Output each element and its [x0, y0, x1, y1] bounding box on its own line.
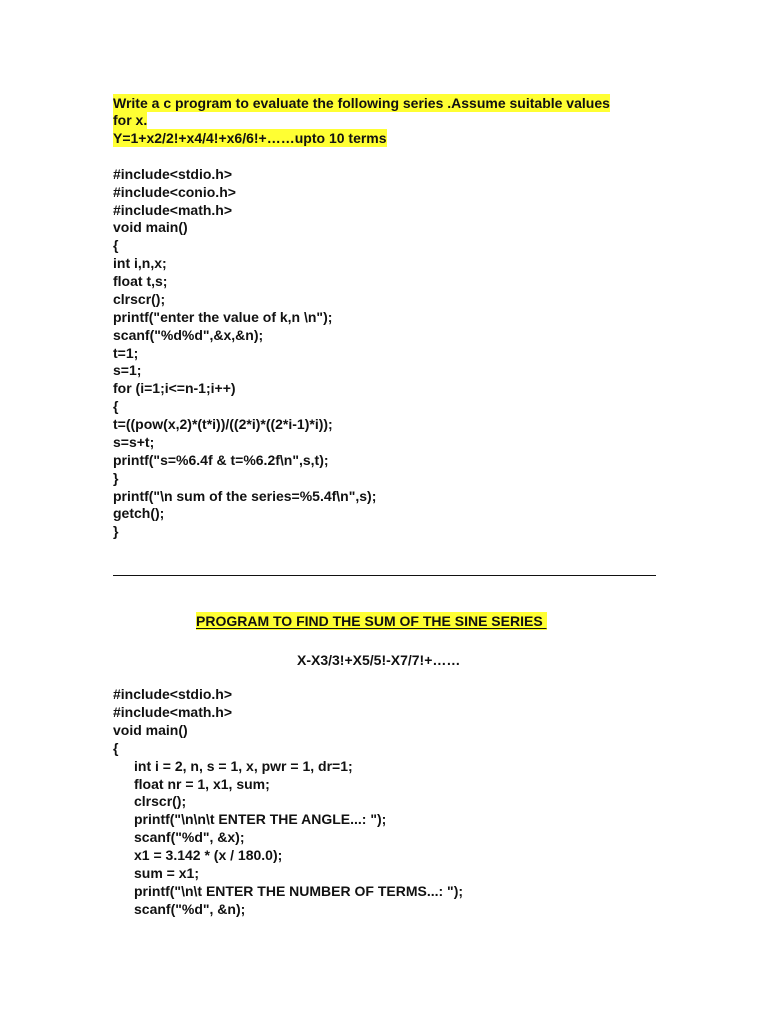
code1-line: getch();	[113, 505, 165, 521]
code2-line: clrscr();	[134, 793, 187, 809]
code1-line: float t,s;	[113, 273, 168, 289]
section-divider	[113, 575, 656, 576]
code1-line: s=s+t;	[113, 434, 155, 450]
code2-line: scanf("%d", &x);	[134, 829, 245, 845]
code1-line: {	[113, 398, 119, 414]
code2-line: void main()	[113, 722, 188, 738]
code2-line: {	[113, 740, 119, 756]
code1-line: }	[113, 523, 119, 539]
code2-line: printf("\n\t ENTER THE NUMBER OF TERMS...: ");	[134, 883, 464, 899]
sine-series-formula: X-X3/3!+X5/5!-X7/7!+……	[297, 652, 461, 668]
code2-line: int i = 2, n, s = 1, x, pwr = 1, dr=1;	[134, 758, 353, 774]
code1-line: t=1;	[113, 345, 139, 361]
problem1-statement-line1: Write a c program to evaluate the following series .Assume suitable values	[113, 95, 610, 111]
code1-line: int i,n,x;	[113, 255, 167, 271]
code2-line: x1 = 3.142 * (x / 180.0);	[134, 847, 283, 863]
code1-line: #include<conio.h>	[113, 184, 236, 200]
problem1-statement-line2: for x.	[113, 112, 148, 128]
code1-line: for (i=1;i<=n-1;i++)	[113, 380, 236, 396]
code2-line: scanf("%d", &n);	[134, 901, 246, 917]
code2-line: sum = x1;	[134, 865, 199, 881]
code1-line: scanf("%d%d",&x,&n);	[113, 327, 264, 343]
code2-line: float nr = 1, x1, sum;	[134, 776, 270, 792]
code1-line: #include<math.h>	[113, 202, 233, 218]
code1-line: printf("enter the value of k,n \n");	[113, 309, 333, 325]
code2-line: #include<stdio.h>	[113, 686, 233, 702]
code1-line: t=((pow(x,2)*(t*i))/((2*i)*((2*i-1)*i));	[113, 416, 333, 432]
code2-line: printf("\n\n\t ENTER THE ANGLE...: ");	[134, 811, 387, 827]
code1-line: printf("\n sum of the series=%5.4f\n",s);	[113, 488, 377, 504]
code1-line: #include<stdio.h>	[113, 166, 233, 182]
problem1-series-formula: Y=1+x2/2!+x4/4!+x6/6!+……upto 10 terms	[113, 130, 387, 146]
code1-line: void main()	[113, 219, 188, 235]
code1-line: {	[113, 237, 119, 253]
code1-line: s=1;	[113, 362, 142, 378]
code1-line: }	[113, 470, 119, 486]
code1-line: clrscr();	[113, 291, 166, 307]
code1-line: printf("s=%6.4f & t=%6.2f\n",s,t);	[113, 452, 329, 468]
sine-series-title: PROGRAM TO FIND THE SUM OF THE SINE SERIES	[196, 613, 547, 629]
code2-line: #include<math.h>	[113, 704, 233, 720]
